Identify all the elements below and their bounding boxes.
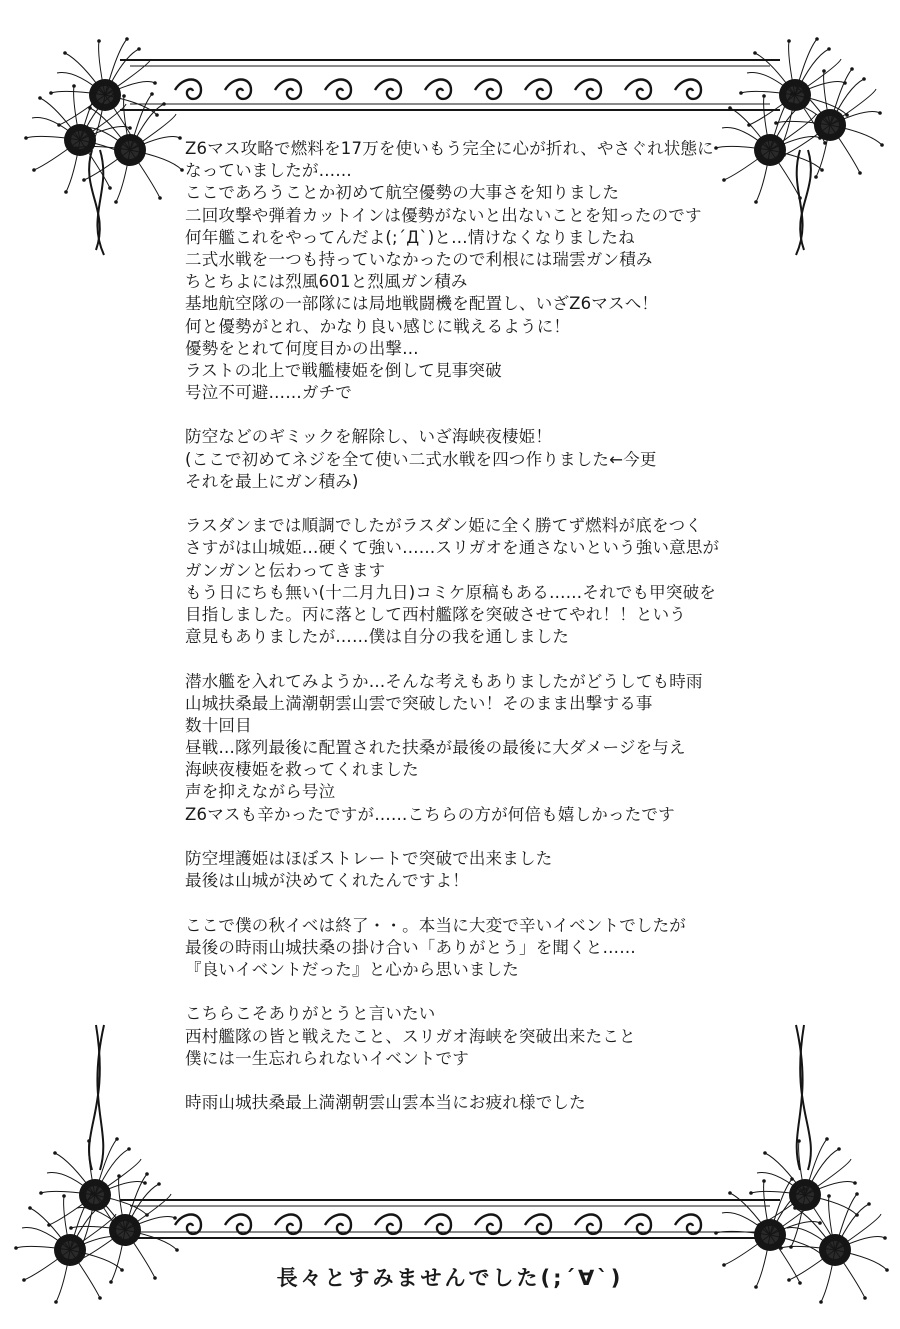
text-line [185,981,855,1003]
text-line: 防空などのギミックを解除し、いざ海峡夜棲姫！ [185,427,553,447]
text-line: ここで僕の秋イベは終了・・。本当に大変で辛いイベントでしたが [185,915,686,935]
text-line [185,493,855,515]
text-line: ちとちよには烈風601と烈風ガン積み [185,272,468,292]
text-line: 号泣不可避……ガチで [185,383,352,403]
text-line: ラスダンまでは順調でしたがラスダン姫に全く勝てず燃料が底をつく [185,516,703,536]
text-line: Z6マス攻略で燃料を17万を使いもう完全に心が折れ、やさぐれ状態に [185,139,714,158]
closing-line: 長々とすみませんでした(;´∀`) [276,1266,624,1290]
text-line: 目指しました。丙に落として西村艦隊を突破させてやれ！！という [185,604,686,624]
text-line: Z6マスも辛かったですが……こちらの方が何倍も嬉しかったです [185,804,675,824]
text-line: 最後の時雨山城扶桑の掛け合い「ありがとう」を聞くと…… [185,937,636,957]
text-line: ここであろうことか初めて航空優勢の大事さを知りました [185,183,620,203]
text-line: ガンガンと伝わってきます [185,560,386,580]
text-line: 意見もありましたが……僕は自分の我を通しました [185,627,570,647]
text-line: 『良いイベントだった』と心から思いました [185,959,519,979]
text-line: 防空埋護姫はほぼストレートで突破で出来ました [185,849,553,868]
text-line: こちらこそありがとうと言いたい [185,1004,436,1024]
text-line: 西村艦隊の皆と戦えたこと、スリガオ海峡を突破出来たこと [185,1026,636,1046]
text-line: ラストの北上で戦艦棲姫を倒して見事突破 [185,360,502,380]
text-line [185,1070,855,1092]
text-line [185,826,855,848]
text-line: 声を抑えながら号泣 [185,782,336,802]
text-line: (ここで初めてネジを全て使い二式水戦を四つ作りました←今更 [185,449,657,469]
text-line: 潜水艦を入れてみようか…そんな考えもありましたがどうしても時雨 [185,671,703,691]
text-line: もう日にちも無い(十二月九日)コミケ原稿もある……それでも甲突破を [185,582,716,602]
text-line: 何年艦これをやってんだよ(;´Д`)と…情けなくなりましたね [185,227,635,247]
text-line: 基地航空隊の一部隊には局地戦闘機を配置し、いざZ6マスへ！ [185,294,659,314]
text-line [185,404,855,426]
text-line: 昼戦…隊列最後に配置された扶桑が最後の最後に大ダメージを与え [185,738,686,758]
text-line: 山城扶桑最上満潮朝雲山雲で突破したい！そのまま出撃する事 [185,693,653,713]
text-line: なっていましたが…… [185,161,352,181]
text-line [185,892,855,914]
text-line: それを最上にガン積み) [185,471,359,491]
afterword-body [185,138,855,1114]
text-line: 何と優勢がとれ、かなり良い感じに戦えるように！ [185,316,571,336]
text-line: 時雨山城扶桑最上満潮朝雲山雲本当にお疲れ様でした [185,1093,586,1113]
text-line: 二回攻撃や弾着カットインは優勢がないと出ないことを知ったのです [185,205,702,225]
text-line: 海峡夜棲姫を救ってくれました [185,760,419,780]
text-line: さすがは山城姫…硬くて強い……スリガオを通さないという強い意思が [185,538,720,558]
text-line [185,648,855,670]
text-line: 僕には一生忘れられないイベントです [185,1048,469,1068]
text-line: 数十回目 [185,715,252,735]
text-line: 最後は山城が決めてくれたんですよ！ [185,871,469,891]
text-line: 二式水戦を一つも持っていなかったので利根には瑞雲ガン積み [185,249,653,269]
text-line: 優勢をとれて何度目かの出撃… [185,338,419,358]
